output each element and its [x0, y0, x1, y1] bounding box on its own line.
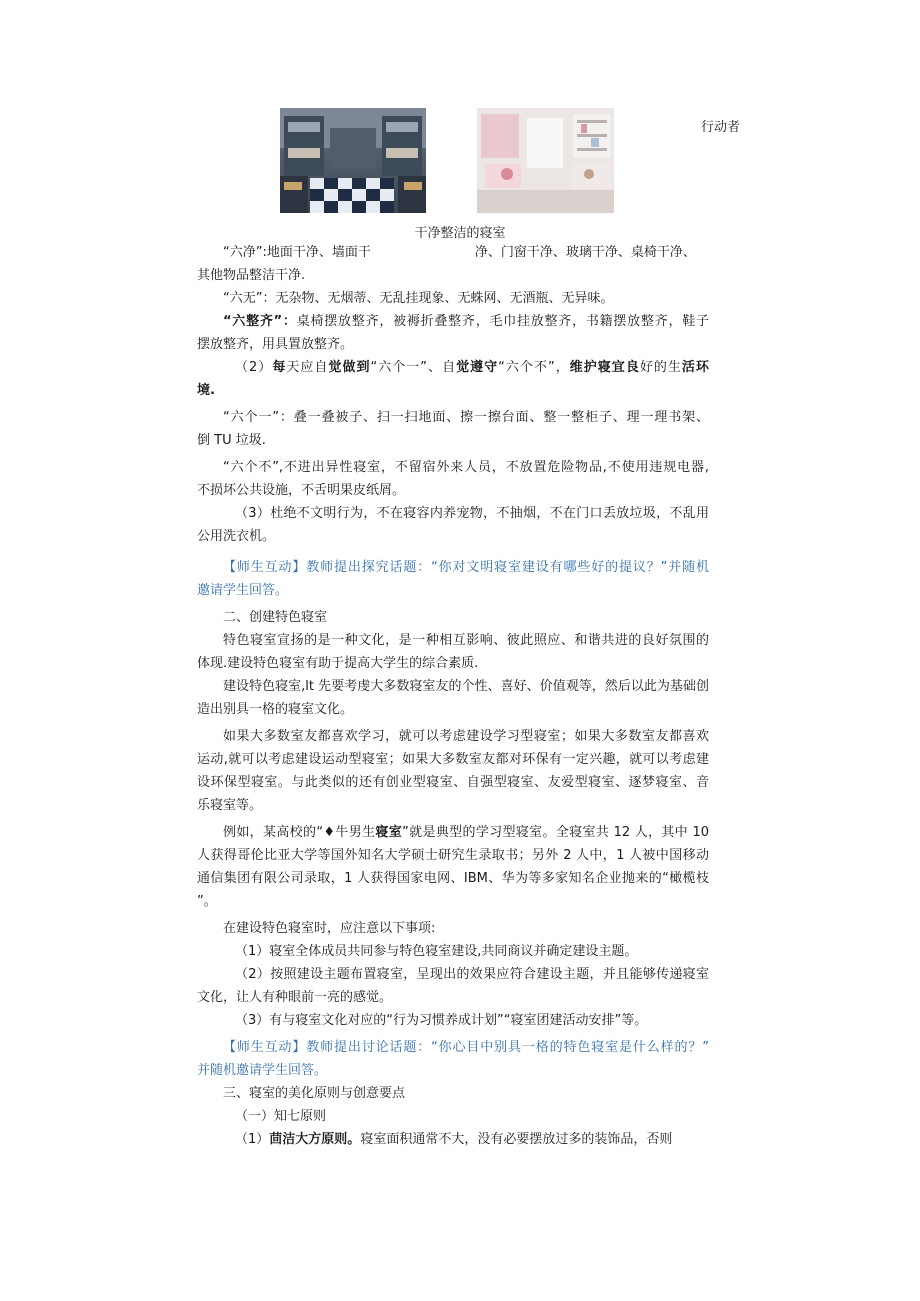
- line: 邀请学生回答。: [197, 583, 289, 598]
- bold-term: 原则。: [321, 1132, 361, 1147]
- line: 运动,就可以考虑建设运动型寝室；如果大多数室友都对环保有一定兴趣，就可以考虑建: [197, 752, 709, 767]
- line: 特色寝室宣扬的是一种文化，是一种相互影响、彼此照应、和谐共进的良好氛围的: [223, 633, 709, 648]
- interaction-prompt-2: 【师生互动】教师提出讨论话题：“你心目中别具一格的特色寝室是什么样的？”: [223, 1040, 709, 1055]
- bold-term: 每: [272, 360, 287, 375]
- line: 并随机邀请学生回答。: [197, 1063, 328, 1078]
- bold-term: 茴洁大方: [269, 1132, 322, 1147]
- bold-term: 寝室: [375, 825, 403, 840]
- text-span: 桌椅摆放整齐，被褥折叠整齐，毛巾挂放整齐，书籍摆放整齐，鞋子: [296, 314, 709, 329]
- text-span: （1）: [235, 1132, 270, 1147]
- line-item-3: （3）杜绝不文明行为，不在寝容内养宠物，不抽烟，不在门口丢放垃圾，不乱用: [235, 506, 709, 521]
- line-item-2b: （2）按照建设主题布置寝室，呈现出的效果应符合建设主题，并且能够传递寝室: [235, 967, 709, 982]
- text-span: （2）: [235, 360, 273, 375]
- text-span: “六个一”、自: [370, 360, 457, 375]
- line: 其他物品整洁干净.: [197, 268, 306, 283]
- dorm-photo-pink-room: [477, 108, 614, 213]
- text-span: 寝室面积通常不大，没有必要摆放过多的装饰品，否则: [360, 1132, 673, 1147]
- line-principle-1: [197, 1128, 709, 1151]
- text-span: 天应自: [286, 360, 329, 375]
- line: 造出别具一格的寝室文化。: [197, 702, 354, 717]
- bold-term: “六整齐”：: [223, 314, 297, 329]
- bold-term: 觉遵守: [456, 360, 499, 375]
- line: 建设特色寝室,lt 先要考虔大多数寝室友的个性、喜好、价值观等，然后以此为基础创: [223, 679, 709, 694]
- text-span: 好的生: [639, 360, 682, 375]
- line-six-clean: [197, 241, 709, 264]
- line: 人获得哥伦比亚大学等国外知名大学硕士研究生录取书；另外 2 人中，1 人被中国移动: [197, 848, 709, 863]
- text-block-1: [197, 241, 709, 1151]
- subsection-heading: （一）知七原则: [235, 1109, 327, 1124]
- line-item-1: （1）寝室全体成员共同参与特色寝室建设,共同商议并确定建设主题。: [235, 944, 638, 959]
- line: ”。: [197, 894, 217, 909]
- text-span: 净、门窗干净、玻璃干净、桌椅干净、: [474, 245, 696, 260]
- line-six-none: “六无”：无杂物、无烟蒂、无乱挂现象、无蛛网、无酒瓶、无异味。: [223, 291, 614, 306]
- text-span: 例如，某高校的“♦牛男生: [223, 825, 376, 840]
- line-example: [197, 821, 709, 844]
- line-six-nots: “六个不”,不进出异性寝室，不留宿外来人员，不放置危险物品,不使用违规电器,: [223, 460, 709, 475]
- header-tag: 行动者: [701, 120, 741, 135]
- line: 倒 TU 垃圾.: [197, 433, 266, 448]
- section-heading-2: 二、创建特色寝室: [223, 610, 328, 625]
- line: 公用洗衣机。: [197, 529, 276, 544]
- section-heading-3: 三、寝室的美化原则与创意要点: [223, 1086, 406, 1101]
- line-six-tidy: [197, 310, 709, 333]
- line: 文化，让人有种眼前一亮的感觉。: [197, 990, 393, 1005]
- bold-term: 维护寝宜良: [569, 360, 640, 375]
- text-span: ”就是典型的学习型寝室。全寝室共 12 人，其中 10: [402, 825, 709, 840]
- line: 设环保型寝室。与此类似的还有创业型寝室、自强型寝室、友爱型寝室、逐梦寝室、音: [197, 775, 709, 790]
- line: 乐寝室等。: [197, 798, 263, 813]
- text-span: “六个不”，: [498, 360, 570, 375]
- line-item-2: [197, 356, 709, 379]
- line-six-ones: “六个一”：叠一叠被子、扫一扫地面、擦一擦台面、整一整柜子、理一理书架、: [223, 410, 709, 425]
- line: 不损坏公共设施，不舌明果皮纸屑。: [197, 483, 406, 498]
- line: 体现.建设特色寝室有助于提高大学生的综合素质.: [197, 656, 479, 671]
- line: 在建设特色寝室时，应注意以下事项:: [223, 921, 436, 936]
- dorm-photo-bunk-beds: [280, 108, 426, 213]
- line: 如果大多数室友都喜欢学习，就可以考虑建设学习型寝室；如果大多数室友都喜欢: [223, 729, 709, 744]
- line: 摆放整齐，用具置放整齐。: [197, 337, 354, 352]
- figure-caption: 干净整洁的寝室: [414, 226, 506, 241]
- line: 境.: [197, 383, 215, 398]
- text-span: “六净”:地面干净、墙面干: [223, 245, 371, 260]
- line-item-3b: （3）有与寝室文化对应的“行为习惯养成计划”“寝室团建活动安排”等。: [235, 1013, 648, 1028]
- line: 通信集团有限公司录取，1 人获得国家电网、IBM、华为等多家知名企业抛来的“橄榄枝: [197, 871, 709, 886]
- interaction-prompt-1: 【师生互动】教师提出探究话题：“你对文明寝室建设有哪些好的提议？”并随机: [223, 560, 709, 575]
- bold-term: 活环: [681, 360, 709, 375]
- bold-term: 觉做到: [328, 360, 371, 375]
